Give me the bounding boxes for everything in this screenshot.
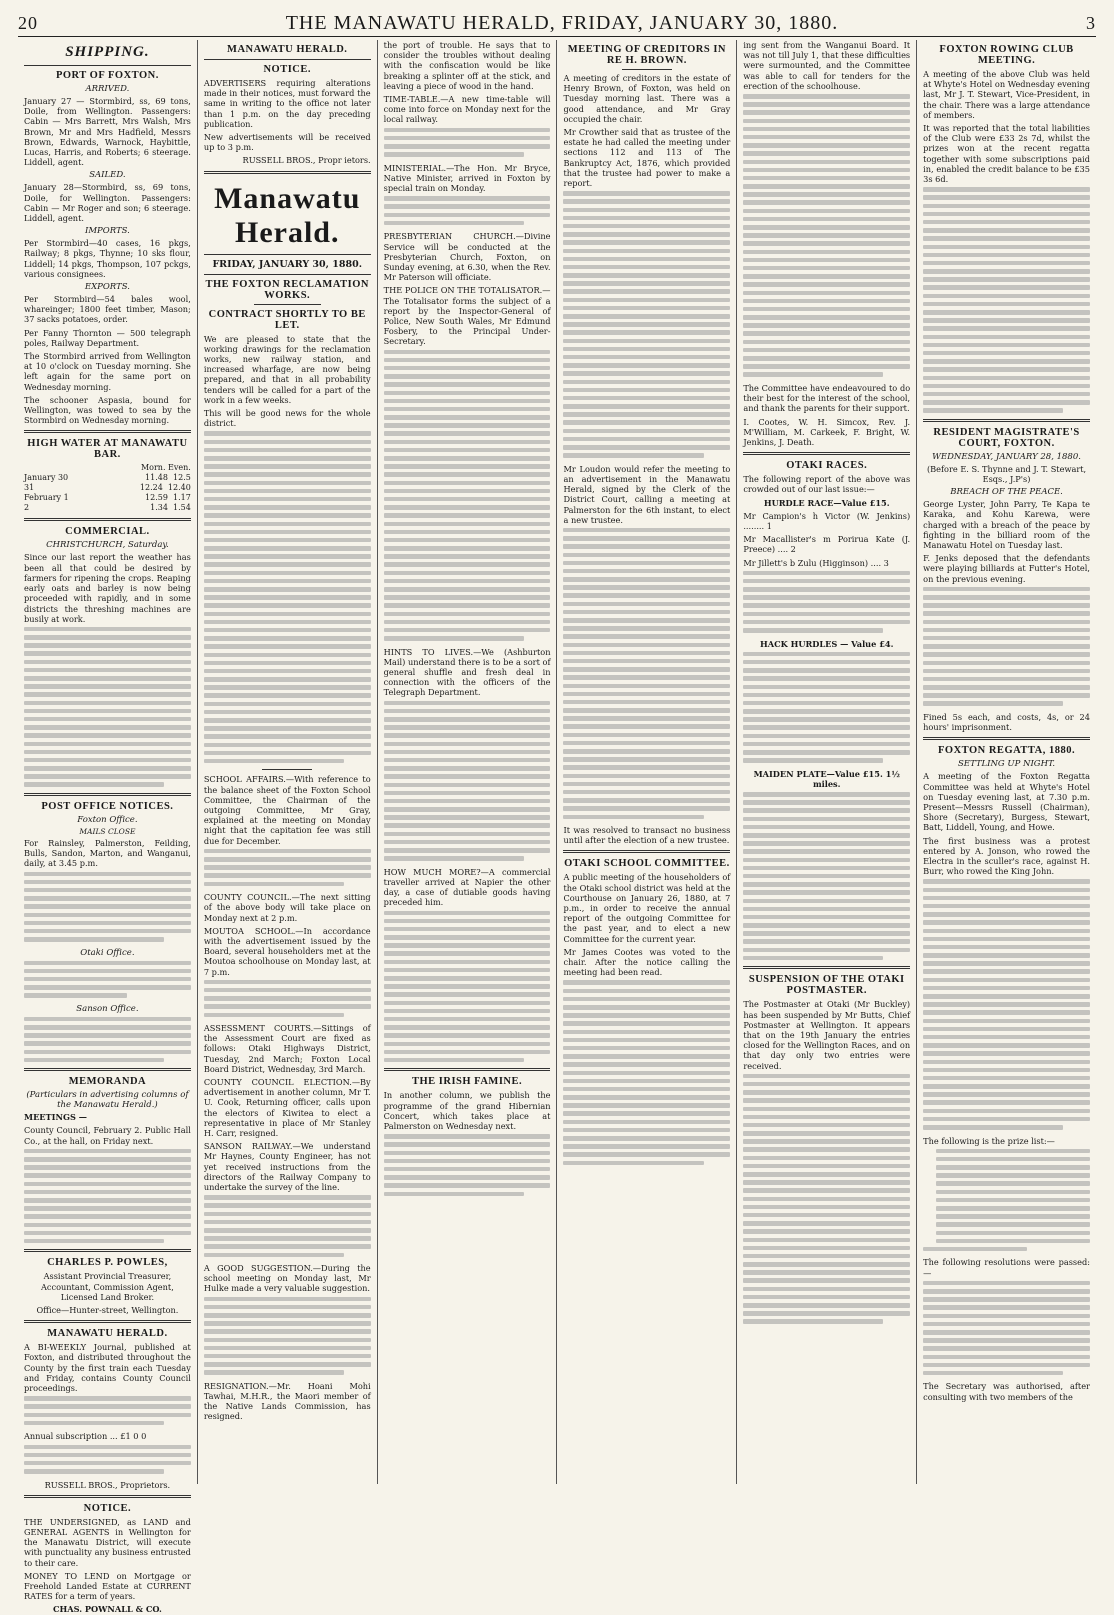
rm-court-text-2: F. Jenks deposed that the defendants were playing billiards at Futter's Hotel, on the previous evening.: [923, 553, 1090, 584]
timetable-text: TIME-TABLE.—A new time-table will come into force on Monday next for the local railway.: [383, 94, 551, 125]
body-text-lines: [563, 528, 730, 819]
rowing-club-text-2: It was reported that the total liabilities of the Club were £33 2s 7d, whilst the prizes won at the recent regatta together with some subscriptions paid in, enabled the credit balance to be £35 3s 6d.: [923, 123, 1090, 185]
resignation-text: RESIGNATION.—Mr. Hoani Mohi Tawhai, M.H.R., the Maori member of the Native Lands Commission, has resigned.: [203, 1380, 371, 1422]
creditors-text-3: Mr Loudon would refer the meeting to an advertisement in the Manawatu Herald, signed by the Clerk of the District Court, calling a meeting at Palmerston for the 6th instant, to elect a new trustee.: [563, 463, 731, 525]
newspaper-logo: Manawatu Herald.: [214, 181, 361, 249]
creditors-text-4: It was resolved to transact no business until after the election of a new trustee.: [563, 825, 731, 846]
suspension-heading: SUSPENSION OF THE OTAKI POSTMASTER.: [748, 974, 905, 997]
rowing-club-heading: FOXTON ROWING CLUB MEETING.: [939, 44, 1074, 66]
body-text-lines: [204, 980, 371, 1017]
rm-court-date: WEDNESDAY, JANUARY 28, 1880.: [932, 451, 1081, 462]
shipping-note: The Stormbird arrived from Wellington at 10 o'clock on Tuesday morning. She left again for the same port on Wednesday morning.: [24, 351, 191, 392]
body-text-lines: [384, 128, 551, 157]
body-text-lines: [24, 1017, 191, 1062]
suspension-text: The Postmaster at Otaki (Mr Buckley) has been suspended by Mr Butts, Chief Postmaster at Wellington. It appears that on the 19th January the entries closed for the Wellington Races, and on that day only two entries were received.: [743, 999, 911, 1071]
powles-text: Assistant Provincial Treasurer, Accountant, Commission Agent, Licensed Land Broker.: [40, 1271, 174, 1302]
body-text-lines: [923, 587, 1090, 706]
sanson-office-label: Sanson Office.: [76, 1003, 139, 1014]
body-text-lines: [24, 627, 191, 787]
body-text-lines: [384, 350, 551, 641]
otaki-school-closing: The Committee have endeavoured to do their best for the interest of the school, and thank the parents for their support.: [743, 382, 911, 414]
body-text-lines: [204, 1297, 371, 1375]
moutoa-school-text: MOUTOA SCHOOL.—In accordance with the advertisement issued by the Board, several householders met at the Moutoa schoolhouse on Monday last, at 7 p.m.: [203, 925, 371, 977]
arrivals-text: January 27 — Stormbird, ss, 69 tons, Doile, from Wellington. Passengers: Cabin — Mrs Barrett, Mrs Walsh, Mrs Brown, Mr and Mrs Hadfield, Messrs Brown, Edwards, Warnock, Haybittle, Lucas, Harris, and Roberts; 6 steerage. Liddell, agent.: [24, 96, 191, 168]
herald-heading: MANAWATU HERALD.: [227, 44, 348, 55]
otaki-races-intro: The following report of the above was crowded out of our last issue:—: [743, 474, 911, 495]
body-text-lines: [563, 980, 730, 1165]
otaki-school-continued: ing sent from the Wanganui Board. It was not till July 1, that these difficulties were surmounted, and the Committee was able to call for tenders for the erection of the schoolhouse.: [743, 40, 911, 91]
page-number-right: 3: [1085, 12, 1096, 33]
body-text-lines: [204, 431, 371, 763]
post-office-text: For Rainsley, Palmerston, Feilding, Bulls, Sandon, Marton, and Wanganui, daily, at 3.45 p.m.: [24, 837, 191, 869]
column-2: [198, 40, 378, 1484]
notice-text-2: MONEY TO LEND on Mortgage or Freehold Landed Estate at CURRENT RATES for a term of years.: [24, 1570, 191, 1602]
school-affairs-text: SCHOOL AFFAIRS.—With reference to the balance sheet of the Foxton School Committee, the Chairman of the outgoing Committee, Mr Gray, explained at the meeting on Monday night that the capitation fee was still due for December.: [203, 774, 371, 846]
otaki-school-text-2: Mr James Cootes was voted to the chair. After the notice calling the meeting had been read.: [563, 946, 731, 978]
assessment-courts-text: ASSESSMENT COURTS.—Sittings of the Assessment Court are fixed as follows: Otaki Highways District, Tuesday, 2nd March; Foxton Local Board District, Wednesday, 3rd March.: [203, 1023, 371, 1074]
leader-text: We are pleased to state that the working drawings for the reclamation works, new railway station, and increased wharfage, are now being prepared, and that in all probability tenders will be called for a part of the work in a few weeks.: [203, 333, 371, 405]
mails-close-label: MAILS CLOSE: [79, 826, 136, 836]
memoranda-text: County Council, February 2. Public Hall Co., at the hall, on Friday next.: [24, 1125, 191, 1146]
sailed-text: January 28—Stormbird, ss, 69 tons, Doile, for Wellington. Passengers: Cabin — Mr Roger and son; 6 steerage. Liddell, agent.: [24, 182, 191, 224]
notice-signature: RUSSELL BROS., Propr ietors.: [242, 155, 371, 166]
body-text-lines: [743, 652, 910, 763]
regatta-text-2: The first business was a protest entered by A. Jonson, who rowed the Electra in the sculler's race, against H. Burr, who rowed the King John.: [923, 835, 1090, 877]
column-5: [737, 40, 917, 1484]
page-number-left: 20: [18, 12, 38, 33]
notice-heading: NOTICE.: [83, 1502, 132, 1514]
otaki-office-label: Otaki Office.: [80, 947, 135, 958]
body-text-lines: [384, 196, 551, 225]
irish-famine-heading: THE IRISH FAMINE.: [412, 1076, 523, 1088]
body-text-lines: [24, 1149, 191, 1244]
memoranda-sub: (Particulars in advertising columns of the Manawatu Herald.): [26, 1090, 189, 1111]
columns: [18, 40, 1096, 1615]
body-text-lines: [743, 1074, 910, 1324]
exports-text: Per Stormbird—54 bales wool, whareinger; 1800 feet timber, Mason; 37 sacks potatoes, order.: [24, 294, 191, 325]
sanson-railway-text: SANSON RAILWAY.—We understand Mr Haynes, County Engineer, has not yet received instructions from the directors of the Railway Company to undertake the survey of the line.: [203, 1141, 371, 1193]
tide-row: 31 12.24 12.40: [24, 483, 191, 493]
powles-heading: CHARLES P. POWLES,: [47, 1257, 168, 1269]
post-office-heading: POST OFFICE NOTICES.: [41, 800, 174, 812]
commercial-text: Since our last report the weather has been all that could be desired by farmers for ripening the crops. Reaping early oats and barley is now being proceeded with rapidly, and in some districts the threshing machines are busily at work.: [24, 552, 191, 624]
opening-text: the port of trouble. He says that to consider the troubles without dealing with the confiscation would be like breaking a splinter off at the stick, and leaving a piece of wood in the hand.: [383, 40, 551, 91]
body-text-lines: [923, 187, 1090, 413]
tide-row: 2 1.34 1.54: [24, 503, 191, 513]
rowing-club-text: A meeting of the above Club was held at Whyte's Hotel on Wednesday evening last, Mr J. T. Stewart, Vice-President, in the chair. There was a large attendance of members.: [923, 69, 1090, 120]
otaki-school-heading: OTAKI SCHOOL COMMITTEE.: [564, 858, 730, 870]
resolutions-text: The following resolutions were passed:—: [923, 1257, 1090, 1278]
how-much-more-text: HOW MUCH MORE?—A commercial traveller arrived at Napier the other day, a case of dutiable goods having preceded him.: [383, 866, 551, 908]
sailed-label: SAILED.: [89, 170, 126, 181]
committee-names: I. Cootes, W. H. Simcox, Rev. J. M'William, M. Carkeek, F. Bright, W. Jenkins, J. Death.: [743, 416, 911, 447]
memoranda-meetings: MEETINGS —: [24, 1112, 87, 1123]
body-text-lines: [204, 849, 371, 886]
newspaper-title: THE MANAWATU HERALD, FRIDAY, JANUARY 30, 1880.: [285, 11, 839, 34]
commercial-sub: CHRISTCHURCH, Saturday.: [46, 540, 169, 551]
exports-text-2: Per Fanny Thornton — 500 telegraph poles, Railway Department.: [24, 327, 191, 348]
rm-court-before: (Before E. S. Thynne and J. T. Stewart, Esqs., J.P's): [926, 463, 1087, 484]
memoranda-heading: MEMORANDA: [68, 1076, 147, 1088]
race-entry: Mr Campion's h Victor (W. Jenkins) ........ 1: [743, 510, 911, 531]
rm-court-text-3: Fined 5s each, and costs, 4s, or 24 hours' imprisonment.: [923, 711, 1090, 733]
hints-text: HINTS TO LIVES.—We (Ashburton Mail) understand there is to be a sort of general shuffle and fresh deal in connection with the officers of the Telegraph Department.: [383, 646, 551, 698]
police-totalisator-text: THE POLICE ON THE TOTALISATOR.—The Totalisator forms the subject of a report by the Inspector-General of Police, New South Wales, Mr Edmund Fosbery, to the Principal Under-Secretary.: [383, 285, 551, 347]
body-text-lines: [563, 191, 730, 458]
otaki-races-heading: OTAKI RACES.: [786, 460, 868, 472]
leader-heading: THE FOXTON RECLAMATION WORKS.: [205, 278, 369, 301]
presbyterian-text: PRESBYTERIAN CHURCH.—Divine Service will be conducted at the Presbyterian Church, Foxton, on Sunday evening, at 6.30, when the Rev. Mr Paterson will officiate.: [383, 231, 551, 283]
tide-heading: HIGH WATER AT MANAWATU BAR.: [27, 438, 188, 461]
port-heading: PORT OF FOXTON.: [55, 70, 159, 81]
masthead: [18, 10, 1096, 37]
hurdle-race-heading: HURDLE RACE—Value £15.: [763, 497, 890, 508]
body-text-lines: [24, 961, 191, 998]
imports-label: IMPORTS.: [84, 226, 130, 237]
creditors-text-1: A meeting of creditors in the estate of Henry Brown, of Foxton, was held on Tuesday morning last. There was a good attendance, and Mr Gray occupied the chair.: [563, 73, 731, 124]
suggestion-text: A GOOD SUGGESTION.—During the school meeting on Monday last, Mr Hulke made a very valuable suggestion.: [203, 1263, 371, 1294]
regatta-text: A meeting of the Foxton Regatta Committee was held at Whyte's Hotel on Tuesday evening last, at 7.30 p.m. Present—Messrs Russell (Chairman), Shore (Secretary), Burgess, Stewart, Batt, Liddell, Young, and Howe.: [923, 771, 1090, 833]
body-text-lines: [24, 1445, 191, 1474]
notice-text: ADVERTISERS requiring alterations made in their notices, must forward the same in writing to the office not later than 1 p.m. on the day preceding publication.: [203, 78, 371, 129]
regatta-heading: FOXTON REGATTA, 1880.: [938, 745, 1076, 757]
leader-text-2: This will be good news for the whole district.: [203, 408, 371, 429]
rm-court-text: George Lyster, John Parry, Te Kapa te Karaka, and Kohu Karewa, were charged with a breach of the peace by fighting in the billiard room of the Manawatu Hotel on Tuesday last.: [923, 499, 1090, 551]
body-text-lines: [923, 879, 1090, 1129]
column-1: [18, 40, 198, 1615]
tide-row: February 1 12.59 1.17: [24, 493, 191, 503]
arrived-label: ARRIVED.: [85, 84, 130, 94]
body-text-lines: [384, 911, 551, 1063]
irish-famine-text: In another column, we publish the programme of the grand Hibernian Concert, which takes place at Palmerston on Wednesday next.: [383, 1090, 551, 1132]
council-election-text: COUNTY COUNCIL ELECTION.—By advertisement in another column, Mr T. U. Cook, Returning officer, calls upon the electors of Kiwitea to elect a representative in place of Mr Stanley H. Carr, resigned.: [203, 1077, 371, 1139]
body-text-lines: [923, 1149, 1090, 1252]
maiden-plate-heading: MAIDEN PLATE—Value £15. 1½ miles.: [753, 768, 900, 789]
body-text-lines: [24, 872, 191, 942]
county-council-text: COUNTY COUNCIL.—The next sitting of the above body will take place on Monday next at 2 p.m.: [203, 892, 371, 923]
body-text-lines: [743, 571, 910, 633]
hack-hurdles-heading: HACK HURDLES — Value £4.: [760, 638, 894, 649]
notice-text-2: New advertisements will be received up to 3 p.m.: [203, 132, 371, 153]
body-text-lines: [743, 792, 910, 960]
secretary-text: The Secretary was authorised, after consulting with two members of the: [923, 1381, 1090, 1402]
issue-date: FRIDAY, JANUARY 30, 1880.: [212, 258, 363, 270]
ministerial-text: MINISTERIAL.—The Hon. Mr Bryce, Native Minister, arrived in Foxton by special train on Monday.: [383, 162, 551, 194]
rm-court-sub: BREACH OF THE PEACE.: [950, 487, 1063, 498]
body-text-lines: [24, 1396, 191, 1425]
shipping-note-2: The schooner Aspasia, bound for Wellington, was towed to sea by the Stormbird on Wednesday morning.: [24, 394, 191, 426]
tide-table: [24, 473, 191, 513]
prize-list-heading: The following is the prize list:—: [923, 1135, 1055, 1146]
herald-ad-proprietors: RUSSELL BROS., Proprietors.: [44, 1479, 171, 1490]
herald-ad-text: A BI-WEEKLY Journal, published at Foxton, and distributed throughout the County by the first train each Tuesday and Friday, contains County Council proceedings.: [24, 1342, 191, 1394]
imports-text: Per Stormbird—40 cases, 16 pkgs, Railway; 8 pkgs, Thynne; 10 sks flour, Liddell; 14 pkgs, Thompson, 107 pckgs, various consignees.: [24, 238, 191, 279]
commercial-heading: COMMERCIAL.: [65, 526, 150, 538]
herald-ad-sub: Annual subscription ... £1 0 0: [24, 1431, 147, 1442]
notice-signature: CHAS. POWNALL & CO.: [52, 1604, 162, 1615]
column-6: [917, 40, 1096, 1484]
column-4: [557, 40, 737, 1484]
race-entry: Mr Macallister's m Porirua Kate (J. Preece) .... 2: [743, 534, 911, 555]
column-3: [378, 40, 558, 1484]
rm-court-heading: RESIDENT MAGISTRATE'S COURT, FOXTON.: [933, 426, 1080, 449]
creditors-heading: MEETING OF CREDITORS IN RE H. BROWN.: [567, 44, 727, 66]
post-office-sub: Foxton Office.: [77, 814, 138, 825]
shipping-heading: SHIPPING.: [65, 44, 150, 60]
body-text-lines: [743, 94, 910, 377]
tide-row: January 30 11.48 12.5: [24, 473, 191, 483]
leader-subheading: CONTRACT SHORTLY TO BE LET.: [208, 308, 366, 331]
body-text-lines: [384, 1134, 551, 1196]
herald-ad-heading: MANAWATU HERALD.: [47, 1328, 168, 1340]
regatta-subheading: SETTLING UP NIGHT.: [957, 759, 1056, 770]
race-entry: Mr Jillett's b Zulu (Higginson) .... 3: [743, 557, 889, 568]
body-text-lines: [923, 1281, 1090, 1376]
tide-columns: Morn. Even.: [140, 463, 191, 473]
notice-text: THE UNDERSIGNED, as LAND and GENERAL AGENTS in Wellington for the Manawatu District, will execute with punctuality any business entrusted to their care.: [24, 1516, 191, 1568]
creditors-text-2: Mr Crowther said that as trustee of the estate he had called the meeting under sections 112 and 113 of The Bankruptcy Act, 1876, which provided that the trustee had power to make a report.: [563, 127, 731, 189]
body-text-lines: [204, 1195, 371, 1257]
otaki-school-text: A public meeting of the householders of the Otaki school district was held at the Courthouse on January 26, 1880, at 7 p.m., in order to receive the annual report of the outgoing Committee for the past year, and to elect a new Committee for the current year.: [563, 872, 731, 944]
body-text-lines: [384, 701, 551, 861]
powles-office: Office—Hunter-street, Wellington.: [36, 1305, 179, 1316]
notice-heading: NOTICE.: [263, 64, 312, 75]
exports-label: EXPORTS.: [84, 282, 130, 293]
